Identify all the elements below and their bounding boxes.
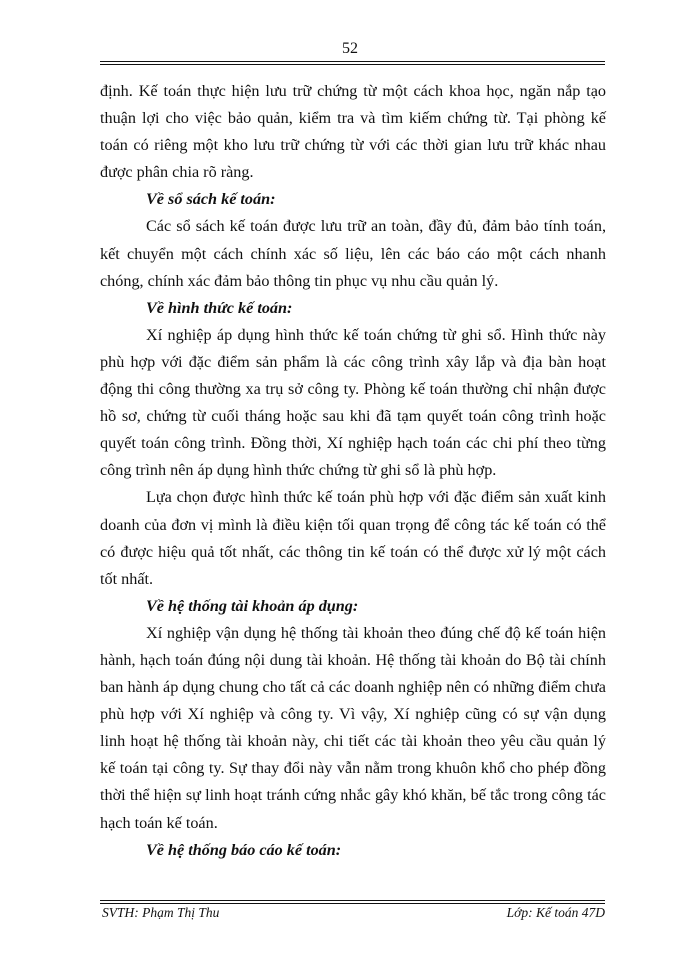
paragraph: Xí nghiệp áp dụng hình thức kế toán chứng từ ghi sổ. Hình thức này phù hợp với đặc điểm sản phẩm là các công trình xây lắp và địa bàn hoạt động thi công thường xa trụ sở công ty. Phòng kế toán thường chỉ nhận được hồ sơ, chứng từ cuối tháng hoặc sau khi đã tạm quyết toán công trình hoặc quyết toán công trình. Đồng thời, Xí nghiệp hạch toán các chi phí theo từng công trình nên áp dụng hình thức chứng từ ghi sổ là phù hợp. [100,325,606,480]
paragraph: định. Kế toán thực hiện lưu trữ chứng từ một cách khoa học, ngăn nắp tạo thuận lợi cho việc bảo quản, kiểm tra và tìm kiếm chứng từ. Tại phòng kế toán có riêng một kho lưu trữ chứng từ với các thời gian lưu trữ khác nhau được phân chia rõ ràng. [100,82,606,182]
footer-rule [100,900,605,904]
footer-student: SVTH: Phạm Thị Thu [102,905,220,920]
section-heading: Về hệ thống tài khoản áp dụng: [146,596,359,615]
paragraph: Lựa chọn được hình thức kế toán phù hợp với đặc điểm sản xuất kinh doanh của đơn vị mình là điều kiện tối quan trọng để công tác kế toán có thể có được hiệu quả tốt nhất, các thông tin kế toán có thể được xử lý một cách tốt nhất. [100,488,606,588]
document-body [100,78,606,864]
page-number: 52 [342,40,358,57]
section-heading: Về sổ sách kế toán: [146,190,276,209]
footer-class: Lớp: Kế toán 47D [506,905,605,920]
section-heading: Về hệ thống báo cáo kế toán: [146,840,342,859]
paragraph: Xí nghiệp vận dụng hệ thống tài khoản theo đúng chế độ kế toán hiện hành, hạch toán đúng nội dung tài khoản. Hệ thống tài khoản do Bộ tài chính ban hành áp dụng chung cho tất cả các doanh nghiệp nên có những điểm chưa phù hợp với Xí nghiệp và công ty. Vì vậy, Xí nghiệp cũng có sự vận dụng linh hoạt hệ thống tài khoản này, chi tiết các tài khoản theo yêu cầu quản lý kế toán tại công ty. Sự thay đổi này vẫn nằm trong khuôn khổ cho phép đồng thời thể hiện sự linh hoạt tránh cứng nhắc gây khó khăn, bế tắc trong công tác hạch toán kế toán. [100,623,606,832]
header-rule [100,61,605,65]
section-heading: Về hình thức kế toán: [146,298,293,317]
paragraph: Các sổ sách kế toán được lưu trữ an toàn, đầy đủ, đảm bảo tính toán, kết chuyển một cách chính xác số liệu, lên các báo cáo một cách nhanh chóng, chính xác đảm bảo thông tin phục vụ nhu cầu quản lý. [100,217,606,290]
